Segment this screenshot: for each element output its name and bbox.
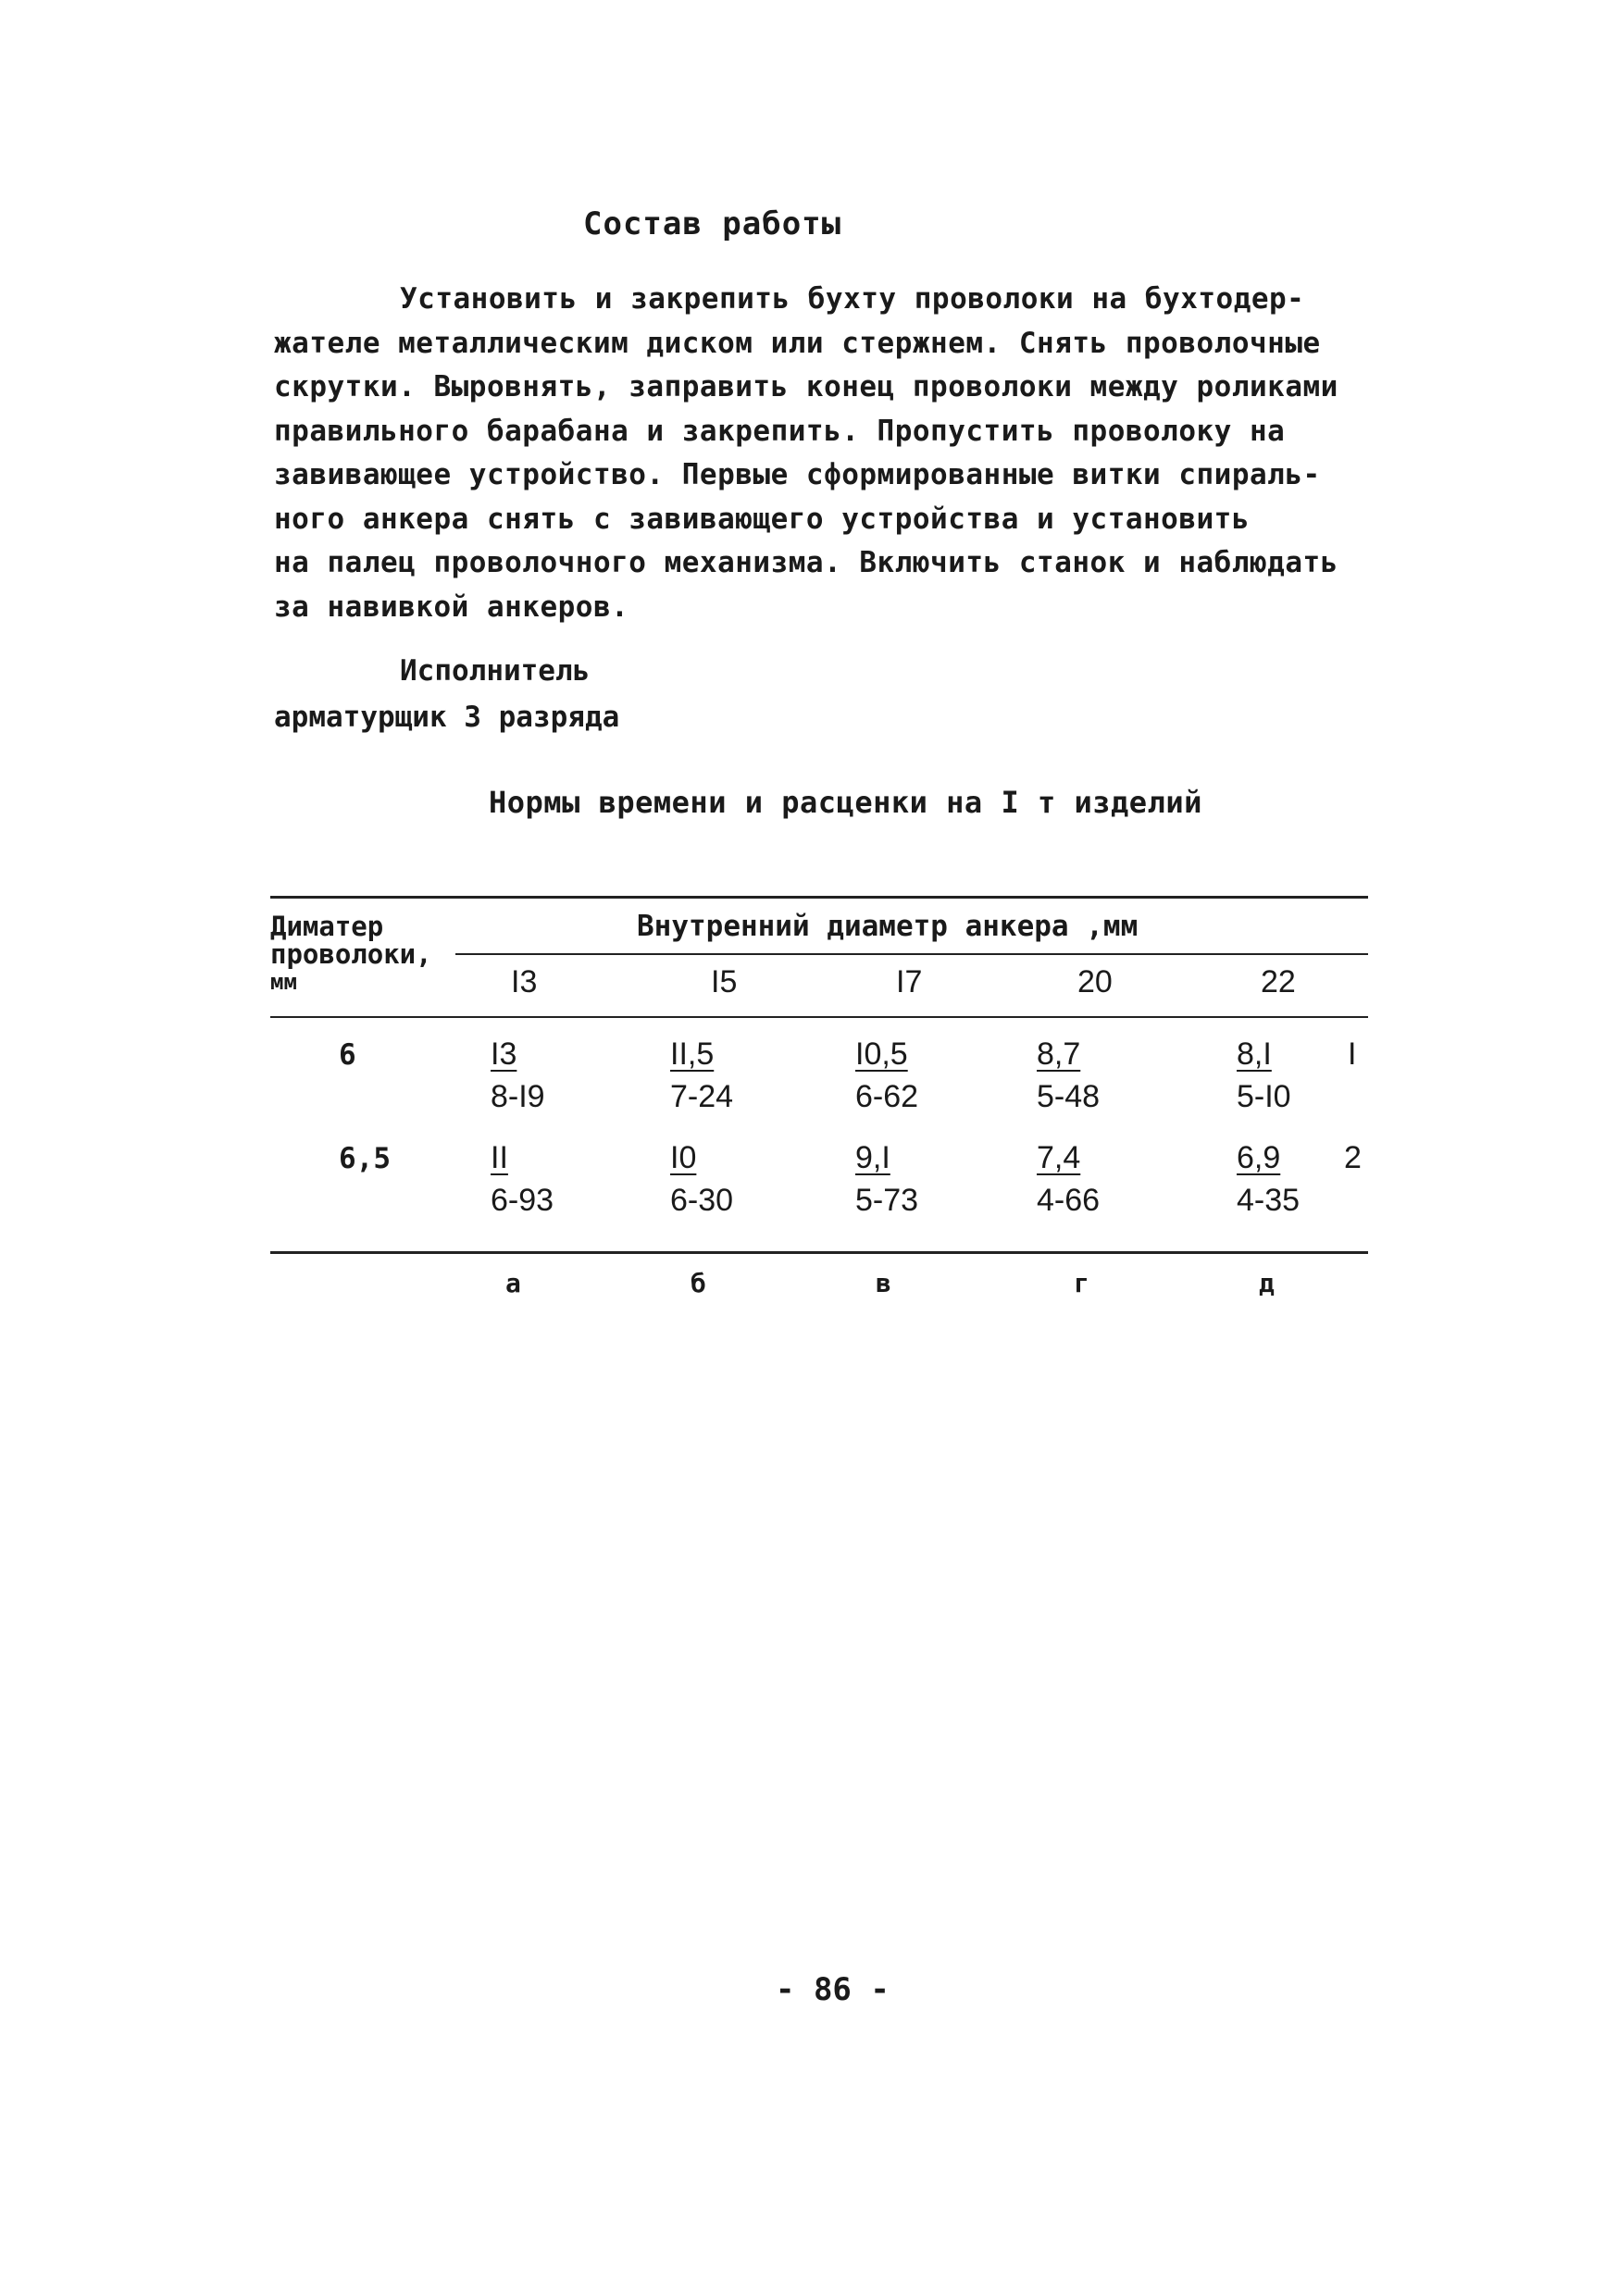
column-header: 20 — [1077, 964, 1113, 999]
rate-value: 7-24 — [670, 1079, 734, 1114]
rate-value: 5-I0 — [1237, 1079, 1291, 1114]
body-line: правильного барабана и закрепить. Пропустить проволоку на — [274, 414, 1286, 448]
work-description — [274, 278, 1385, 629]
column-header: I5 — [711, 964, 738, 999]
norm-value: 9,I — [855, 1140, 890, 1175]
table-bottom-rule — [270, 1251, 1368, 1254]
rate-value: 4-35 — [1237, 1183, 1301, 1218]
rate-value: 8-I9 — [491, 1079, 545, 1114]
group-header-rule — [455, 953, 1368, 955]
rate-value: 6-62 — [855, 1079, 919, 1114]
row-number: 2 — [1344, 1140, 1362, 1175]
column-header: I7 — [896, 964, 923, 999]
column-letter: а — [505, 1268, 521, 1298]
body-line: завивающее устройство. Первые сформированные витки спираль- — [274, 458, 1321, 491]
table-top-rule — [270, 896, 1368, 899]
rate-value: 6-93 — [491, 1183, 554, 1218]
norm-value: 6,9 — [1237, 1140, 1281, 1175]
row-header-line: проволоки, — [270, 938, 432, 970]
executor-label: Исполнитель — [400, 654, 591, 688]
body-line: Установить и закрепить бухту проволоки на бухтодер- — [400, 282, 1305, 316]
executor-block — [274, 648, 619, 740]
row-diameter: 6 — [339, 1038, 356, 1072]
body-line: ного анкера снять с завивающего устройства и установить — [274, 502, 1250, 536]
rate-value: 4-66 — [1037, 1183, 1101, 1218]
body-line: скрутки. Выровнять, заправить конец проволоки между роликами — [274, 370, 1338, 403]
group-header: Внутренний диаметр анкера ,мм — [637, 910, 1139, 943]
column-letter: г — [1074, 1268, 1089, 1298]
norm-value: I0 — [670, 1140, 697, 1175]
body-line: жателе металлическим диском или стержнем. Снять проволочные — [274, 326, 1321, 360]
norm-value: 7,4 — [1037, 1140, 1081, 1175]
norm-value: 8,7 — [1037, 1036, 1081, 1072]
page-number: - 86 - — [776, 1971, 890, 2008]
rate-value: 5-73 — [855, 1183, 919, 1218]
rate-value: 5-48 — [1037, 1079, 1101, 1114]
norm-value: II — [491, 1140, 508, 1175]
row-diameter: 6,5 — [339, 1142, 391, 1175]
row-number: I — [1348, 1036, 1357, 1072]
rate-value: 6-30 — [670, 1183, 734, 1218]
norm-value: I3 — [491, 1036, 517, 1072]
norm-value: II,5 — [670, 1036, 715, 1072]
table-title: Нормы времени и расценки на I т изделий — [489, 785, 1202, 820]
column-header: I3 — [511, 964, 538, 999]
column-header: 22 — [1261, 964, 1296, 999]
row-header-line: Диматер — [270, 911, 384, 942]
section-title: Состав работы — [583, 205, 842, 242]
column-letter: б — [691, 1268, 706, 1298]
column-letter: д — [1259, 1268, 1275, 1298]
norm-value: I0,5 — [855, 1036, 908, 1072]
norm-value: 8,I — [1237, 1036, 1272, 1072]
header-bottom-rule — [270, 1016, 1368, 1018]
executor-role: арматурщик 3 разряда — [274, 701, 620, 734]
body-line: за навивкой анкеров. — [274, 590, 629, 624]
body-line: на палец проволочного механизма. Включить станок и наблюдать — [274, 546, 1338, 579]
row-header-line: мм — [270, 969, 297, 995]
column-letter: в — [876, 1268, 891, 1298]
